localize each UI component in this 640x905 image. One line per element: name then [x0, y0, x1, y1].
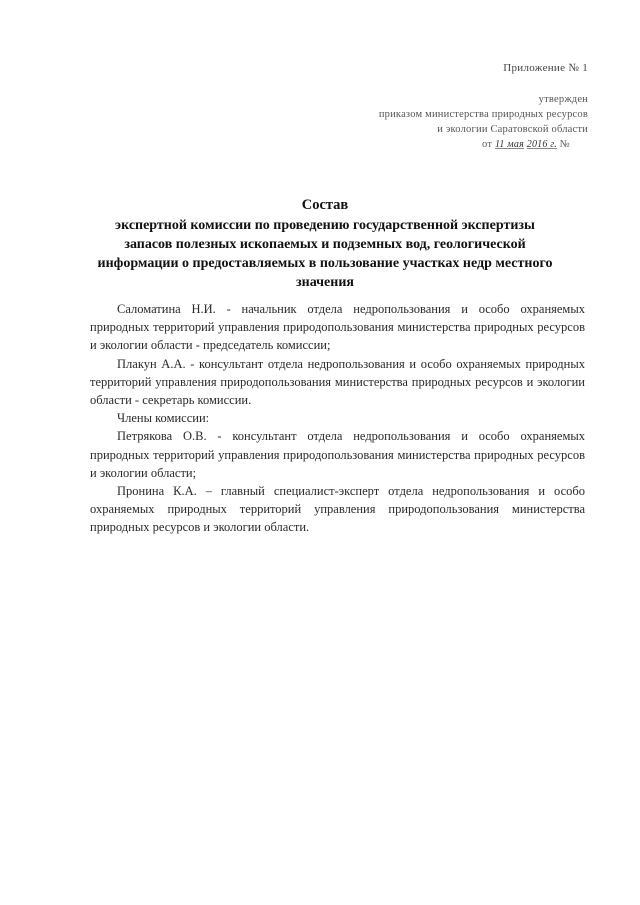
approval-date-handwritten: 11 мая [494, 139, 524, 150]
member-paragraph-2: Пронина К.А. – главный специалист-эксперт отдела недропользования и особо охраняемых природных территорий управления природопользования министерства природных ресурсов и экологии области. [90, 484, 585, 535]
approval-line-order: приказом министерства природных ресурсов [378, 109, 588, 120]
member-paragraph-1: Петрякова О.В. - консультант отдела недропользования и особо охраняемых природных территорий управления природопользования министерства природных ресурсов и экологии области; [90, 429, 585, 480]
title-line-2: экспертной комиссии по проведению государственной экспертизы [115, 218, 535, 233]
approval-year-handwritten: 2016 г. [526, 139, 557, 150]
title-line-1: Состав [301, 197, 349, 213]
document-title [95, 196, 555, 292]
title-line-5: значения [296, 275, 354, 290]
secretary-paragraph: Плакун А.А. - консультант отдела недропользования и особо охраняемых природных территорий управления природопользования министерства природных ресурсов и экологии области - секретарь комиссии. [90, 356, 585, 408]
approval-line-region: и экологии Саратовской области [437, 124, 588, 135]
commission-list [90, 300, 585, 537]
title-line-4: информации о предоставляемых в пользование участках недр местного [97, 256, 553, 271]
title-line-3: запасов полезных ископаемых и подземных вод, геологической [124, 237, 526, 252]
approval-block [268, 92, 588, 152]
approval-from-label: от [482, 139, 493, 150]
chairman-paragraph: Саломатина Н.И. - начальник отдела недропользования и особо охраняемых природных территорий управления природопользования министерства природных ресурсов и экологии области - председатель комиссии; [90, 302, 585, 353]
approval-line-approved: утвержден [538, 94, 588, 105]
approval-line-date [268, 137, 588, 152]
approval-number-label: № [559, 139, 570, 150]
members-heading: Члены комиссии: [117, 411, 210, 426]
appendix-label: Приложение № 1 [503, 62, 588, 74]
